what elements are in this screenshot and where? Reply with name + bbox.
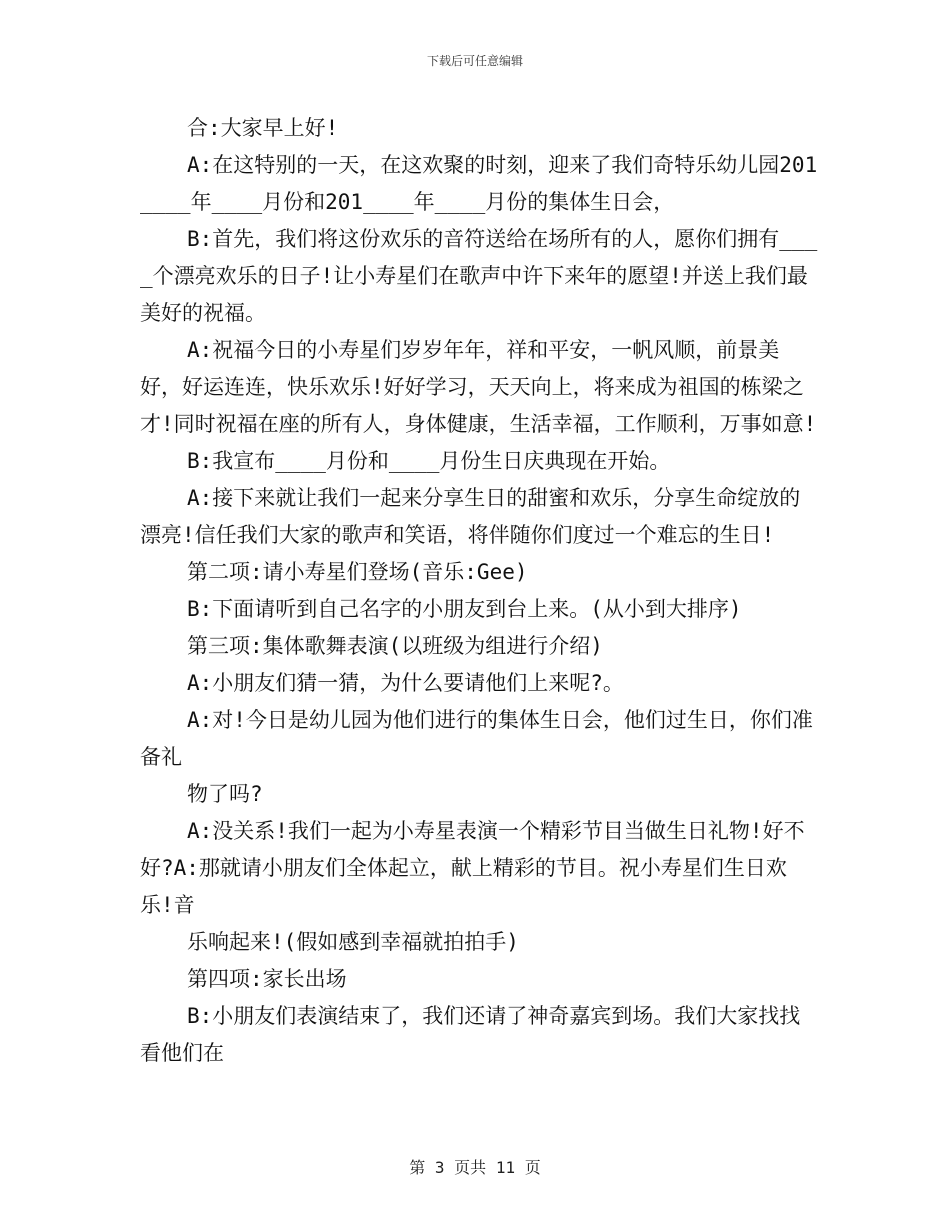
paragraph-item-four: 第四项:家长出场 xyxy=(187,967,347,991)
page-header: 下载后可任意编辑 xyxy=(426,54,523,68)
paragraph-a-intro: A:在这特别的一天，在这欢聚的时刻，迎来了我们奇特乐幼儿园201____年____月份和201____年____月份的集体生日会， xyxy=(140,153,818,214)
paragraph-b-intro: B:首先，我们将这份欢乐的音符送给在场所有的人，愿你们拥有____个漂亮欢乐的日子!让小寿星们在歌声中许下来年的愿望!并送上我们最美好的祝福。 xyxy=(140,227,818,325)
document-body xyxy=(140,110,820,1072)
paragraph-item-two: 第二项:请小寿星们登场(音乐:Gee) xyxy=(187,560,528,584)
page-footer: 第 3 页共 11 页 xyxy=(409,1158,541,1177)
paragraph-a-gift: A:对!今日是幼儿园为他们进行的集体生日会，他们过生日，你们准备礼 xyxy=(140,708,813,769)
paragraph-gift-question: 物了吗? xyxy=(187,782,263,806)
paragraph-b-invite: B:下面请听到自己名字的小朋友到台上来。(从小到大排序) xyxy=(187,597,742,621)
paragraph-item-three: 第三项:集体歌舞表演(以班级为组进行介绍) xyxy=(187,634,603,658)
paragraph-b-guests: B:小朋友们表演结束了，我们还请了神奇嘉宾到场。我们大家找找看他们在 xyxy=(140,1004,801,1065)
paragraph-b-announce: B:我宣布____月份和____月份生日庆典现在开始。 xyxy=(187,449,671,473)
paragraph-music: 乐响起来!(假如感到幸福就拍拍手) xyxy=(187,930,519,954)
paragraph-a-blessing: A:祝福今日的小寿星们岁岁年年，祥和平安，一帆风顺，前景美好，好运连连，快乐欢乐!好好学习，天天向上，将来成为祖国的栋梁之才!同时祝福在座的所有人，身体健康，生活幸福，工作顺利，万事如意! xyxy=(140,338,817,436)
paragraph-greeting: 合:大家早上好! xyxy=(187,116,339,140)
paragraph-a-guess: A:小朋友们猜一猜，为什么要请他们上来呢?。 xyxy=(187,671,624,695)
paragraph-a-performance: A:没关系!我们一起为小寿星表演一个精彩节目当做生日礼物!好不好?A:那就请小朋友们全体起立，献上精彩的节目。祝小寿星们生日欢乐!音 xyxy=(140,819,805,917)
paragraph-a-share: A:接下来就让我们一起来分享生日的甜蜜和欢乐，分享生命绽放的漂亮!信任我们大家的歌声和笑语，将伴随你们度过一个难忘的生日! xyxy=(140,486,801,547)
